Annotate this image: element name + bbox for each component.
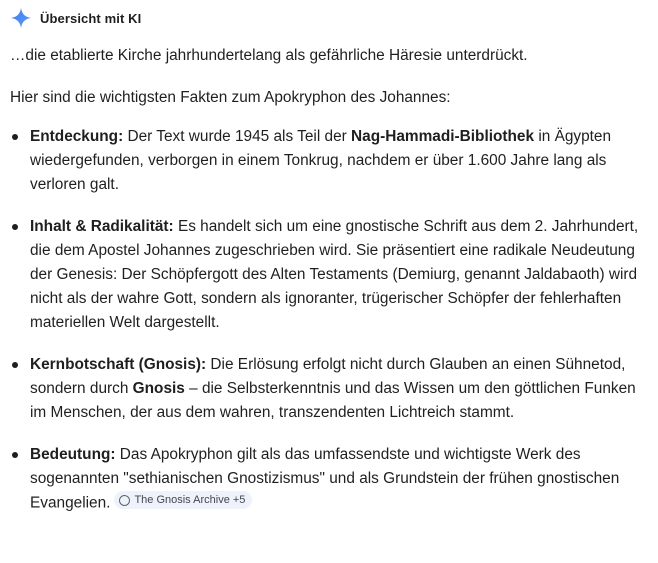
lead-text: Hier sind die wichtigsten Fakten zum Apokryphon des Johannes: (10, 89, 451, 106)
bullet-dot (12, 224, 18, 230)
ai-overview-title: Übersicht mit KI (40, 10, 142, 26)
fact-term: Bedeutung: (30, 446, 116, 463)
bullet-dot (12, 362, 18, 368)
source-chip[interactable] (114, 491, 252, 509)
fact-strong: Gnosis (132, 380, 185, 397)
fact-text: – die Selbsterkenntnis und das Wissen um den göttlichen Funken im Menschen, der aus dem wahren, transzendenten Lichtreich stammt. (30, 380, 636, 421)
ai-overview-header (10, 0, 646, 36)
fact-term: Entdeckung: (30, 128, 124, 145)
fact-text: Der Text wurde 1945 als Teil der (123, 128, 352, 145)
fact-text: Das Apokryphon gilt als das umfassendste und wichtigste Werk des sogenannten "sethianischen Gnostizismus" und als Grundstein der frühen gnostischen Evangelien. (30, 446, 620, 512)
source-chip-label: The Gnosis Archive +5 (134, 494, 246, 506)
fact-text: in Ägypten wiedergefunden, verborgen in einem Tonkrug, nachdem er über 1.600 Jahre lang als verloren galt. (30, 128, 612, 193)
fact-term: Inhalt & Radikalität: (30, 218, 174, 235)
fact-strong: Nag-Hammadi-Bibliothek (351, 128, 535, 145)
facts-list (10, 125, 644, 534)
source-globe-icon (119, 495, 130, 506)
bullet-dot (12, 134, 18, 140)
list-item (10, 353, 644, 425)
list-item (10, 215, 644, 335)
list-item (10, 125, 644, 197)
list-item (10, 443, 644, 516)
sparkle-icon (10, 7, 32, 29)
bullet-dot (12, 452, 18, 458)
fact-term: Kernbotschaft (Gnosis): (30, 356, 207, 373)
fact-text: Es handelt sich um eine gnostische Schrift aus dem 2. Jahrhundert, die dem Apostel Johannes zugeschrieben wird. Sie präsentiert eine radikale Neudeutung der Genesis: Der Schöpfergott des Alten Testaments (Demiurg, genannt Jaldabaoth) wird nicht als der wahre Gott, sondern als ignoranter, trügerischer Schöpfer der fehlerhaften materiellen Welt dargestellt. (30, 218, 639, 331)
fact-text: Die Erlösung erfolgt nicht durch Glauben an einen Sühnetod, sondern durch (30, 356, 626, 397)
intro-text: …die etablierte Kirche jahrhundertelang als gefährliche Häresie unterdrückt. (10, 47, 528, 64)
